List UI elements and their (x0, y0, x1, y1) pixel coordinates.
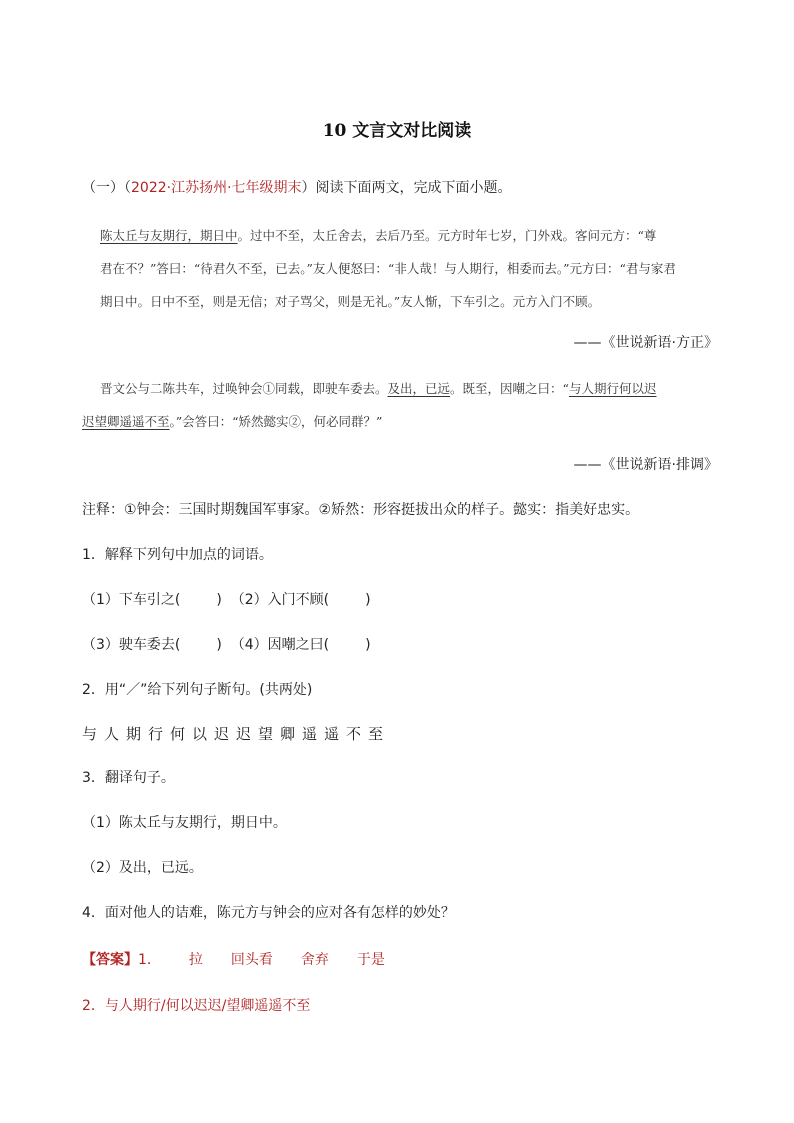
answer-item: 于是 (356, 952, 385, 968)
question-1-items-a: （1）下车引之( ) （2）入门不顾( ) (82, 592, 371, 608)
answer-item: 回头看 (230, 952, 273, 968)
question-3-2: （2）及出，已远。 (82, 860, 203, 876)
source-tag: 2022·江苏扬州·七年级期末 (131, 180, 302, 196)
question-3-1: （1）陈太丘与友期行，期日中。 (82, 815, 287, 831)
underlined-phrase: 迟望卿遥遥不至 (82, 414, 170, 429)
answer-item: 舍弃 (300, 952, 329, 968)
answer-line-1: 【答案】1． 拉 回头看 舍弃 于是 (82, 952, 385, 968)
question-2-sentence: 与人期行何以迟迟望卿遥遥不至 (82, 725, 391, 743)
section-suffix: ）阅读下面两文，完成下面小题。 (301, 180, 512, 196)
question-1: 1．解释下列句中加点的词语。 (82, 547, 273, 563)
section-heading (82, 178, 722, 198)
passage-1-line: 陈太丘与友期行，期日中。过中不至，太丘舍去，去后乃至。元方时年七岁，门外戏。客问元方：“尊 (100, 228, 657, 243)
passage-2 (82, 372, 720, 438)
passage-1-line: 君在不？”答曰：“待君久不至，已去。”友人便怒曰：“非人哉！与人期行，相委而去。”元方曰：“君与家君 (100, 261, 676, 276)
question-1-items-b: （3）驶车委去( ) （4）因嘲之曰( ) (82, 637, 371, 653)
underlined-phrase: 与人期行何以迟 (568, 381, 657, 396)
passage-2-line: 晋文公与二陈共车，过唤钟会①同载，即驶车委去。及出，已远。既至，因嘲之曰：“与人期行何以迟 (100, 381, 657, 396)
passage-1 (100, 219, 720, 318)
annotation-notes: 注释：①钟会：三国时期魏国军事家。②矫然：形容挺拔出众的样子。懿实：指美好忠实。 (82, 502, 640, 518)
passage-1-line: 期日中。日中不至，则是无信；对子骂父，则是无礼。”友人惭，下车引之。元方入门不顾。 (100, 294, 601, 309)
question-2: 2．用“／”给下列句子断句。(共两处) (82, 682, 313, 698)
passage-2-line: 迟望卿遥遥不至。”会答曰：“矫然懿实②，何必同群？” (82, 414, 383, 429)
page-title: 10 文言文对比阅读 (322, 121, 472, 141)
source-citation-1: ——《世说新语·方正》 (573, 335, 718, 351)
underlined-phrase: 及出，已远 (387, 381, 451, 396)
question-4: 4．面对他人的诘难，陈元方与钟会的应对各有怎样的妙处？ (82, 905, 455, 921)
answer-label: 【答案】 (82, 952, 138, 968)
underlined-phrase: 陈太丘与友期行，期日中 (100, 228, 238, 243)
source-citation-2: ——《世说新语·排调》 (573, 457, 718, 473)
answer-item: 拉 (188, 952, 203, 968)
question-3: 3．翻译句子。 (82, 770, 175, 786)
section-prefix: （一）（ (82, 180, 131, 196)
answer-line-2: 2．与人期行/何以迟迟/望卿遥遥不至 (82, 998, 311, 1014)
